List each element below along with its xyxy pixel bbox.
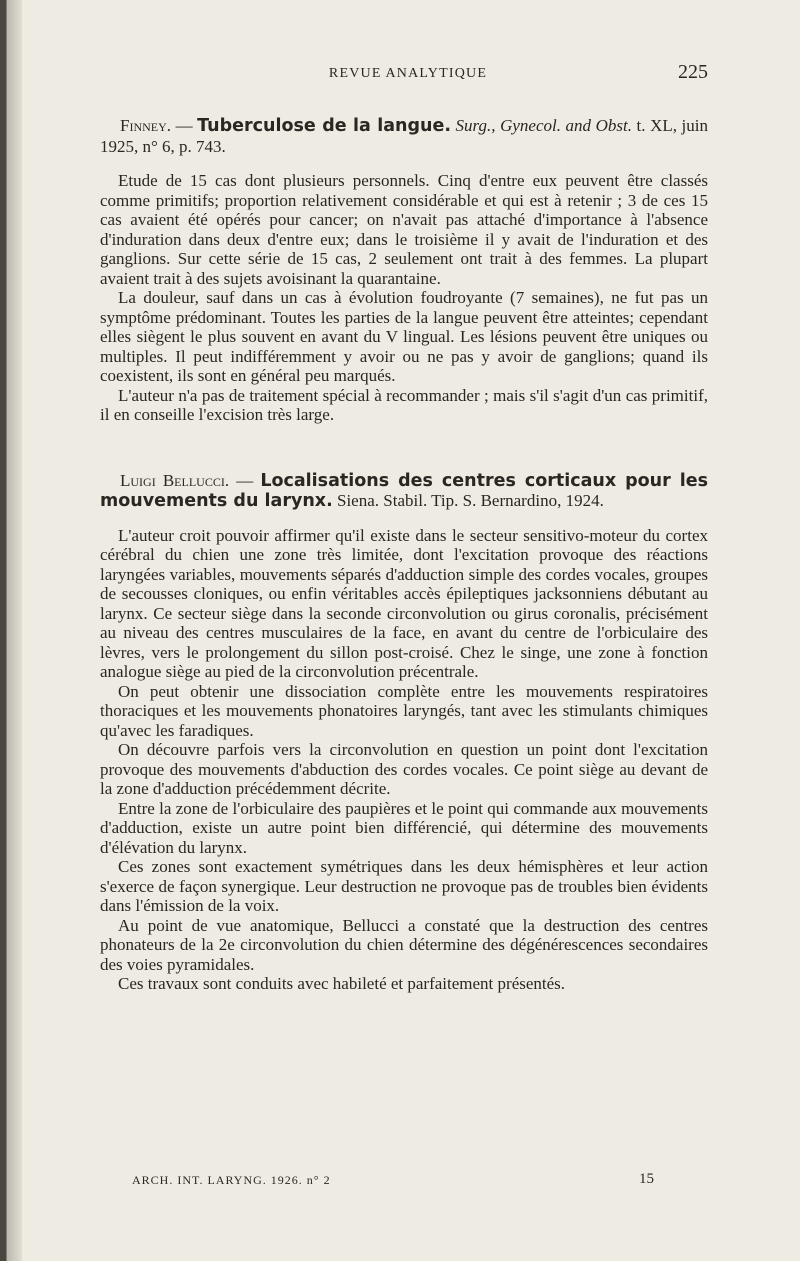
page-binding-edge	[0, 0, 22, 1261]
page-footer	[132, 1173, 654, 1188]
article-2-paragraph-1: L'auteur croit pouvoir affirmer qu'il existe dans le secteur sensitivo-moteur du cortex cérébral du chien une zone très limitée, dont l'excitation provoque des réactions laryngées variables, mouvements séparés d'adduction simple des cordes vocales, groupes de secousses cloniques, ou enfin véritables accès épileptiques jacksonniens débutant au larynx. Ce secteur siège dans la seconde circonvolution ou girus coronalis, précisément au niveau des centres musculaires de la face, en avant du centre de l'orbiculaire des lèvres, vers le prolongement du sillon post-croisé. Chez le singe, une zone à fonction analogue siège au pied de la circonvolution précentrale.	[100, 525, 708, 681]
article-2-paragraph-5: Ces zones sont exactement symétriques dans les deux hémisphères et leur action s'exerce de façon synergique. Leur destruction ne provoque pas de troubles bien évidents dans l'émission de la voix.	[100, 857, 708, 915]
article-1-journal: Surg., Gynecol. and Obst.	[455, 116, 632, 135]
article-2-reference: Siena. Stabil. Tip. S. Bernardino, 1924.	[332, 491, 604, 510]
article-1-paragraph-3: L'auteur n'a pas de traitement spécial à recommander ; mais s'il s'agit d'un cas primitif, il en conseille l'excision très large.	[100, 385, 708, 424]
article-2-paragraph-2: On peut obtenir une dissociation complète entre les mouvements respiratoires thoraciques et les mouvements phonatoires laryngés, tant avec les stimulants chimiques qu'avec les faradiques.	[100, 681, 708, 740]
article-2-paragraph-3: On découvre parfois vers la circonvolution en question un point dont l'excitation provoque des mouvements d'abduction des cordes vocales. Ce point siège au devant de la zone d'adduction précédemment décrite.	[100, 740, 708, 798]
running-header	[108, 61, 708, 83]
article-2-paragraph-7: Ces travaux sont conduits avec habileté et parfaitement présentés.	[118, 974, 566, 993]
page-content	[100, 116, 708, 994]
article-2-heading	[100, 471, 708, 512]
article-1-paragraph-2: La douleur, sauf dans un cas à évolution foudroyante (7 semaines), ne fut pas un symptôme prédominant. Toutes les parties de la langue peuvent être atteintes; cependant elles siègent le plus souvent en avant du V lingual. Les lésions peuvent être uniques ou multiples. Il peut indifféremment y avoir ou ne pas y avoir de ganglions; quand ils coexistent, ils sont en général peu marqués.	[100, 288, 708, 385]
article-1-reference: t. XL, juin 1925, n° 6, p. 743.	[100, 116, 708, 156]
article-2-paragraph-4: Entre la zone de l'orbiculaire des paupières et le point qui commande aux mouvements d'adduction, existe un autre point bien différencié, qui détermine des mouvements d'élévation du larynx.	[100, 798, 708, 857]
signature-number: 15	[639, 1171, 654, 1187]
journal-signature: ARCH. INT. LARYNG. 1926. n° 2	[132, 1173, 331, 1187]
article-1-dash: —	[171, 116, 198, 135]
article-1-title: Tuberculose de la langue.	[197, 116, 451, 136]
article-2-title: Localisations des centres corticaux pour les mouvements du larynx.	[100, 470, 708, 511]
journal-section-title: REVUE ANALYTIQUE	[328, 66, 488, 81]
article-1-paragraph-1: Etude de 15 cas dont plusieurs personnels. Cinq d'entre eux peuvent être classés comme primitifs; proportion relativement considérable et qui est à retenir ; 3 de ces 15 cas avaient été opérés pour cancer; on n'avait pas attaché d'importance à l'absence d'induration dans deux d'entre eux; dans le troisième il y avait de l'induration et des ganglions. Sur cette série de 15 cas, 2 seulement ont trait à des femmes. La plupart avaient trait à des sujets avoisinant la quarantaine.	[100, 171, 708, 288]
article-2-dash: —	[229, 470, 261, 490]
article-1-heading	[100, 116, 708, 156]
page-number: 225	[678, 61, 708, 83]
article-1-author: Finney.	[120, 116, 172, 135]
article-2-author: Luigi Bellucci.	[120, 470, 230, 490]
article-2-paragraph-6: Au point de vue anatomique, Bellucci a constaté que la destruction des centres phonateurs de la 2e circonvolution du chien détermine des dégénérescences secondaires des voies pyramidales.	[100, 915, 708, 974]
